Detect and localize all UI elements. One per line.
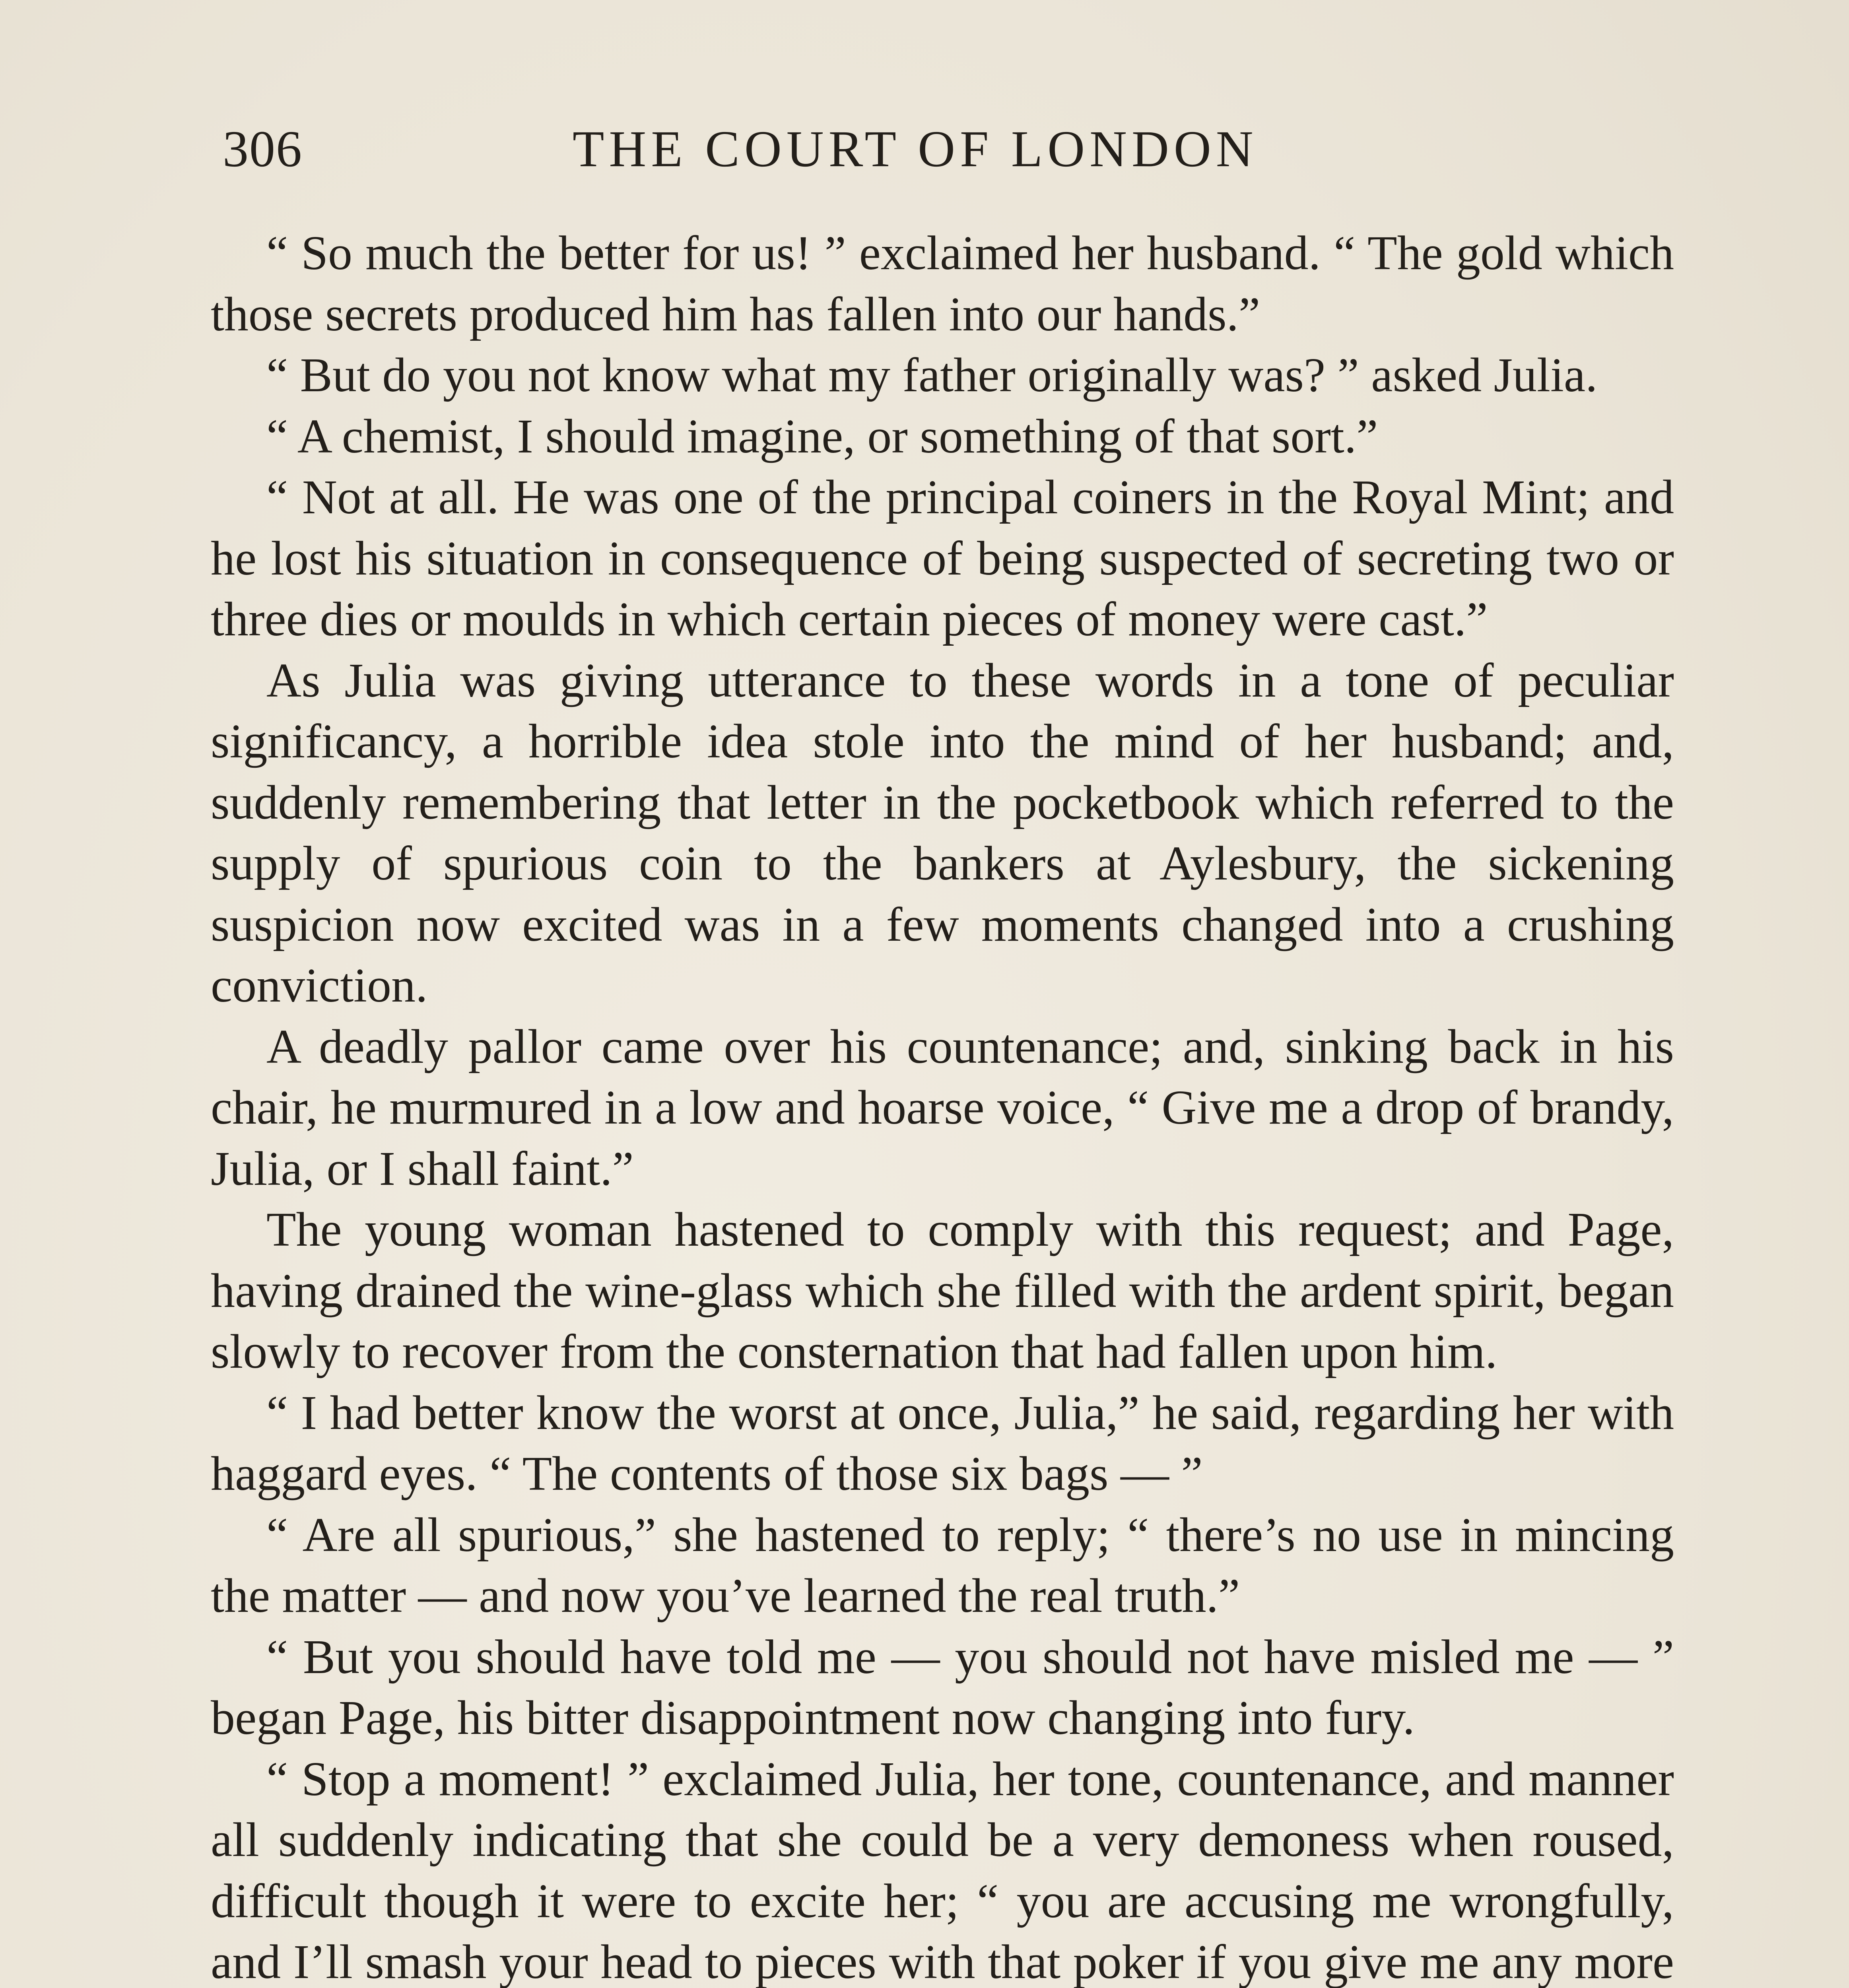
paragraph: A deadly pallor came over his countenance; and, sinking back in his chair, he murmured in a low and hoarse voice, “ Give me a drop of brandy, Julia, or I shall faint.” [211,1019,1674,1196]
running-head [223,115,1348,183]
paragraph: “ But you should have told me — you should not have misled me — ” began Page, his bitter disappointment now changing into fury. [211,1630,1674,1745]
paragraph: As Julia was giving utterance to these words in a tone of peculiar significancy, a horrible idea stole into the mind of her husband; and, suddenly remembering that letter in the pocketbook which referred to the supply of spurious coin to the bankers at Aylesbury, the sickening suspicion now excited was in a few moments changed into a crushing conviction. [211,653,1674,1012]
body-text [211,223,1674,1988]
paragraph: “ Stop a moment! ” exclaimed Julia, her tone, countenance, and manner all suddenly indicating that she could be a very demoness when roused, difficult though it were to excite her; “ you are accusing me wrongfully, and I’ll smash your head to pieces with that poker if you give me any more [211,1752,1674,1988]
paragraph: “ But do you not know what my father originally was? ” asked Julia. [266,348,1598,402]
paragraph: “ A chemist, I should imagine, or something of that sort.” [266,409,1378,463]
paragraph: The young woman hastened to comply with this request; and Page, having drained the wine-glass which she filled with the ardent spirit, began slowly to recover from the consternation that had fallen upon him. [211,1203,1674,1378]
paragraph: “ I had better know the worst at once, Julia,” he said, regarding her with haggard eyes. “ The contents of those six bags — ” [211,1386,1674,1501]
running-title: THE COURT OF LONDON [573,120,1258,178]
paragraph: “ Not at all. He was one of the principal coiners in the Royal Mint; and he lost his situation in consequence of being suspected of secreting two or three dies or moulds in which certain pieces of money were cast.” [211,470,1674,646]
paragraph: “ So much the better for us! ” exclaimed her husband. “ The gold which those secrets produced him has fallen into our hands.” [211,226,1674,341]
paragraph: “ Are all spurious,” she hastened to reply; “ there’s no use in mincing the matter — and now you’ve learned the real truth.” [211,1508,1674,1623]
page-number: 306 [223,120,303,178]
